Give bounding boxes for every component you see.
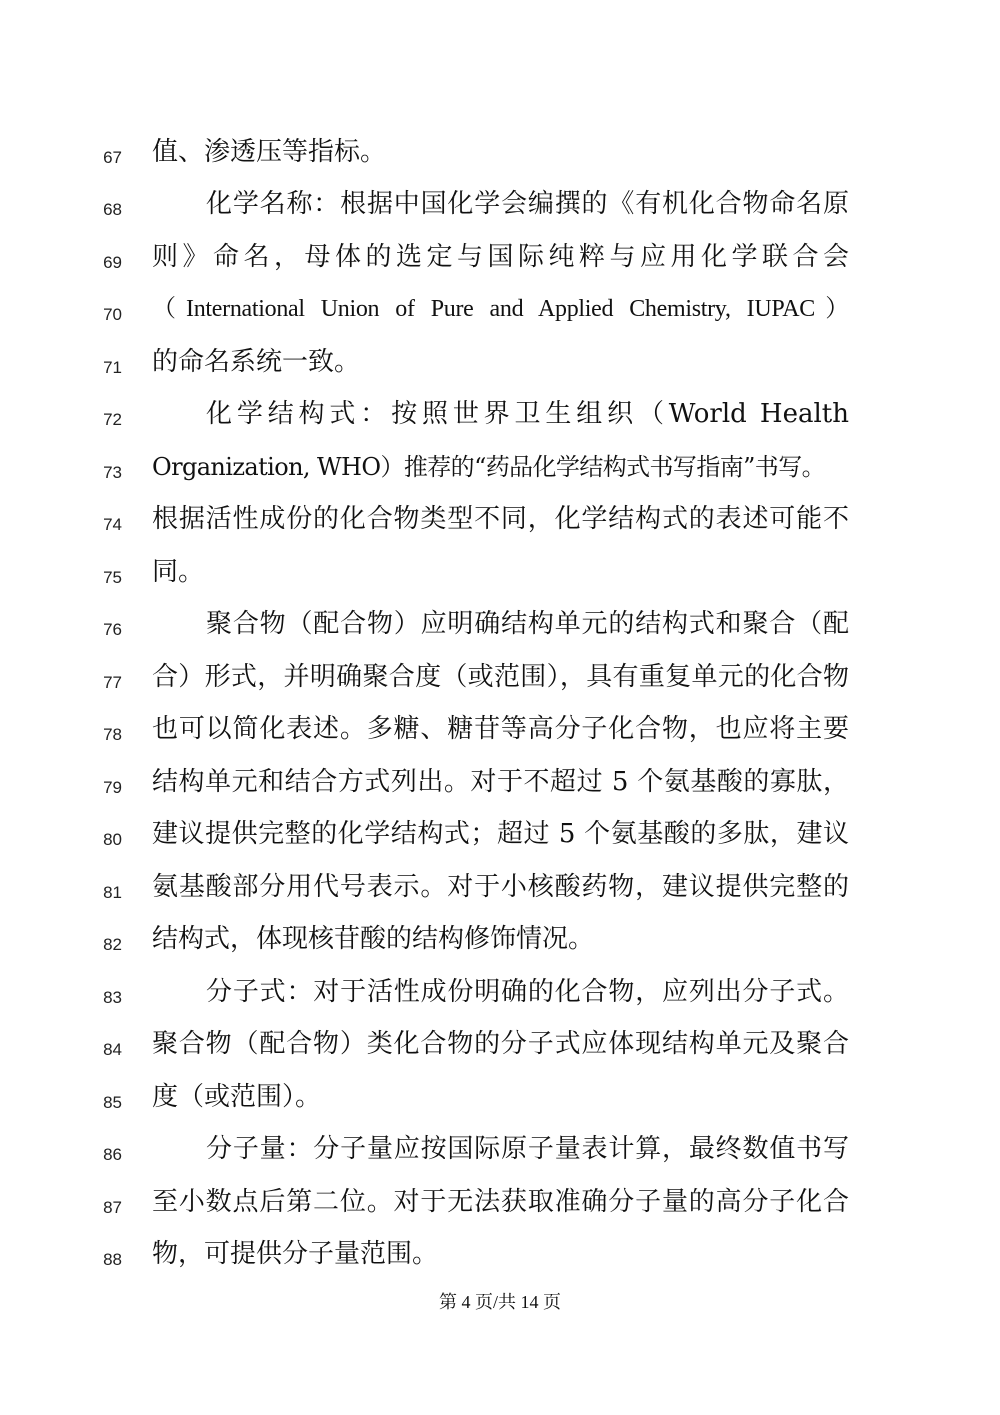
text-line [0, 1026, 1000, 1078]
text-line [0, 1236, 1000, 1288]
text-line [0, 344, 1000, 396]
text-line [0, 554, 1000, 606]
text-line [0, 711, 1000, 763]
line-number: 68 [103, 200, 122, 219]
line-number: 86 [103, 1145, 122, 1164]
line-number: 88 [103, 1250, 122, 1269]
line-text: 化学结构式：按照世界卫生组织（World Health [206, 399, 849, 429]
line-number: 73 [103, 463, 122, 482]
line-text: 化学名称：根据中国化学会编撰的《有机化合物命名原 [206, 189, 849, 219]
line-number: 69 [103, 253, 122, 272]
text-line [0, 869, 1000, 921]
line-text: 建议提供完整的化学结构式；超过 5 个氨基酸的多肽，建议 [152, 819, 849, 849]
line-text: 结构式，体现核苷酸的结构修饰情况。 [152, 924, 595, 954]
text-line [0, 1184, 1000, 1236]
line-text: 结构单元和结合方式列出。对于不超过 5 个氨基酸的寡肽， [152, 767, 849, 797]
line-number: 70 [103, 305, 122, 324]
line-text: 聚合物（配合物）应明确结构单元的结构式和聚合（配 [206, 609, 849, 639]
text-line [0, 186, 1000, 238]
text-line [0, 134, 1000, 186]
line-text: 同。 [152, 557, 205, 587]
line-number: 78 [103, 725, 122, 744]
line-number: 76 [103, 620, 122, 639]
line-number: 67 [103, 148, 122, 167]
text-line [0, 449, 1000, 501]
line-text: 值、渗透压等指标。 [152, 137, 387, 167]
text-line [0, 1131, 1000, 1183]
line-number: 81 [103, 883, 122, 902]
line-text: 根据活性成份的化合物类型不同，化学结构式的表述可能不 [152, 504, 849, 534]
line-number: 77 [103, 673, 122, 692]
line-text: 聚合物（配合物）类化合物的分子式应体现结构单元及聚合 [152, 1029, 849, 1059]
line-text: 物，可提供分子量范围。 [152, 1239, 439, 1269]
line-text: 分子式：对于活性成份明确的化合物，应列出分子式。 [206, 977, 849, 1007]
text-line [0, 501, 1000, 553]
line-number: 87 [103, 1198, 122, 1217]
line-text: （International Union of Pure and Applied Chemistry, IUPAC） [152, 296, 849, 322]
line-text: 至小数点后第二位。对于无法获取准确分子量的高分子化合 [152, 1187, 849, 1217]
line-text: 分子量：分子量应按国际原子量表计算，最终数值书写 [206, 1134, 849, 1164]
line-text: 氨基酸部分用代号表示。对于小核酸药物，建议提供完整的 [152, 872, 849, 902]
text-line [0, 974, 1000, 1026]
line-text: 则》命名，母体的选定与国际纯粹与应用化学联合会 [152, 242, 849, 272]
line-number: 80 [103, 830, 122, 849]
line-number: 85 [103, 1093, 122, 1112]
line-number: 79 [103, 778, 122, 797]
text-line [0, 764, 1000, 816]
line-number: 74 [103, 515, 122, 534]
text-line [0, 239, 1000, 291]
text-line [0, 816, 1000, 868]
line-text: Organization, WHO）推荐的“药品化学结构式书写指南”书写。 [152, 453, 826, 481]
line-number: 84 [103, 1040, 122, 1059]
line-number: 83 [103, 988, 122, 1007]
line-number: 72 [103, 410, 122, 429]
text-line [0, 1079, 1000, 1131]
text-line [0, 659, 1000, 711]
line-text: 的命名系统一致。 [152, 347, 361, 377]
text-line [0, 291, 1000, 343]
line-text: 度（或范围）。 [152, 1082, 322, 1112]
text-line [0, 921, 1000, 973]
line-text: 合）形式，并明确聚合度（或范围），具有重复单元的化合物 [152, 662, 849, 692]
text-line [0, 606, 1000, 658]
line-number: 71 [103, 358, 122, 377]
line-text: 也可以简化表述。多糖、糖苷等高分子化合物，也应将主要 [152, 714, 849, 744]
text-line [0, 396, 1000, 448]
line-number: 75 [103, 568, 122, 587]
page-footer: 第 4 页/共 14 页 [438, 1292, 561, 1312]
line-number: 82 [103, 935, 122, 954]
